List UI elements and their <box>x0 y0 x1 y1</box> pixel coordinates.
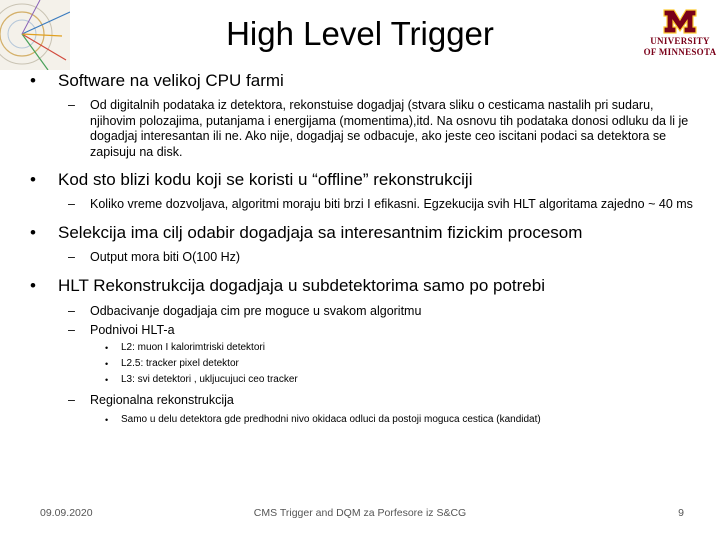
bullet-2-sub-1-text: Koliko vreme dozvoljava, algoritmi moraju biti brzi I efikasni. Egzekucija svih HLT algoritama zajedno ~ 40 ms <box>90 197 693 211</box>
bullet-dot-icon: • <box>105 343 109 353</box>
bullet-dot-icon: • <box>30 276 36 295</box>
bullet-1 <box>28 70 700 92</box>
bullet-4-sub-3-item-1-text: Samo u delu detektora gde predhodni nivo okidaca odluci da postoji moguca cestica (kandidat) <box>121 413 541 425</box>
bullet-4-sub-2 <box>28 323 700 339</box>
bullet-1-text: Software na velikoj CPU farmi <box>58 71 284 90</box>
bullet-3-sub-1-text: Output mora biti O(100 Hz) <box>90 249 241 264</box>
bullet-dot-icon: • <box>30 71 36 90</box>
bullet-dot-icon: • <box>30 170 36 189</box>
bullet-4 <box>28 275 700 297</box>
bullet-1-sub-1-text: Od digitalnih podataka iz detektora, rekonstuise dogadjaj (stvara sliku o cesticama nastalih pri sudaru, njihovim polozajima, putanjama i energijama (momentima),itd. Na osnovu tih podataka donosi odluku da li je dogadjaj interesantan ili ne. Ako nije, dogadjaj se odbacuje, ako jeste ceo iscitani podaci sa detektora se zapisuju na disk. <box>90 98 689 159</box>
bullet-4-sub-2-text: Podnivoi HLT-a <box>90 322 175 337</box>
dash-icon: – <box>68 322 75 337</box>
slide-title: High Level Trigger <box>226 15 494 52</box>
bullet-3-sub-1 <box>28 250 700 266</box>
bullet-dot-icon: • <box>105 359 109 369</box>
bullet-2 <box>28 169 700 191</box>
bullet-4-sub-1-text: Odbacivanje dogadjaja cim pre moguce u svakom algoritmu <box>90 304 422 318</box>
university-logo <box>640 8 720 70</box>
university-name-line1: UNIVERSITY <box>650 36 710 46</box>
dash-icon: – <box>68 304 75 318</box>
dash-icon: – <box>68 98 75 112</box>
footer-title: CMS Trigger and DQM za Porfesore iz S&CG <box>253 507 467 519</box>
university-name-line2: OF MINNESOTA <box>643 47 717 57</box>
bullet-3 <box>28 222 700 244</box>
bullet-dot-icon: • <box>105 375 109 385</box>
bullet-4-sub-3-text: Regionalna rekonstrukcija <box>90 393 234 407</box>
bullet-3-text: Selekcija ima cilj odabir dogadjaja sa interesantnim fizickim procesom <box>58 222 583 242</box>
bullet-2-text: Kod sto blizi kodu koji se koristi u “offline” rekonstrukciji <box>58 170 473 189</box>
bullet-2-sub-1 <box>28 197 700 213</box>
bullet-4-sub-2-item-1 <box>28 342 700 354</box>
dash-icon: – <box>68 393 75 407</box>
dash-icon: – <box>68 249 75 264</box>
bullet-4-sub-2-item-1-text: L2: muon I kalorimtriski detektori <box>121 342 265 353</box>
bullet-4-sub-3 <box>28 393 700 409</box>
footer-date: 09.09.2020 <box>40 507 93 519</box>
bullet-4-sub-2-item-3 <box>28 374 700 386</box>
bullet-4-sub-2-item-3-text: L3: svi detektori , ukljucujuci ceo tracker <box>121 374 298 385</box>
dash-icon: – <box>68 197 75 211</box>
bullet-4-sub-3-item-1 <box>28 414 700 426</box>
cms-logo <box>0 0 70 70</box>
bullet-4-text: HLT Rekonstrukcija dogadjaja u subdetektorima samo po potrebi <box>58 276 545 295</box>
bullet-dot-icon: • <box>30 222 36 242</box>
bullet-list <box>28 68 700 426</box>
slide-number: 9 <box>678 507 684 519</box>
bullet-4-sub-2-item-2 <box>28 358 700 370</box>
university-m-icon <box>663 8 697 34</box>
bullet-4-sub-2-item-2-text: L2.5: tracker pixel detektor <box>121 358 239 369</box>
bullet-dot-icon: • <box>105 414 109 425</box>
bullet-4-sub-1 <box>28 304 700 320</box>
bullet-1-sub-1 <box>28 98 700 160</box>
